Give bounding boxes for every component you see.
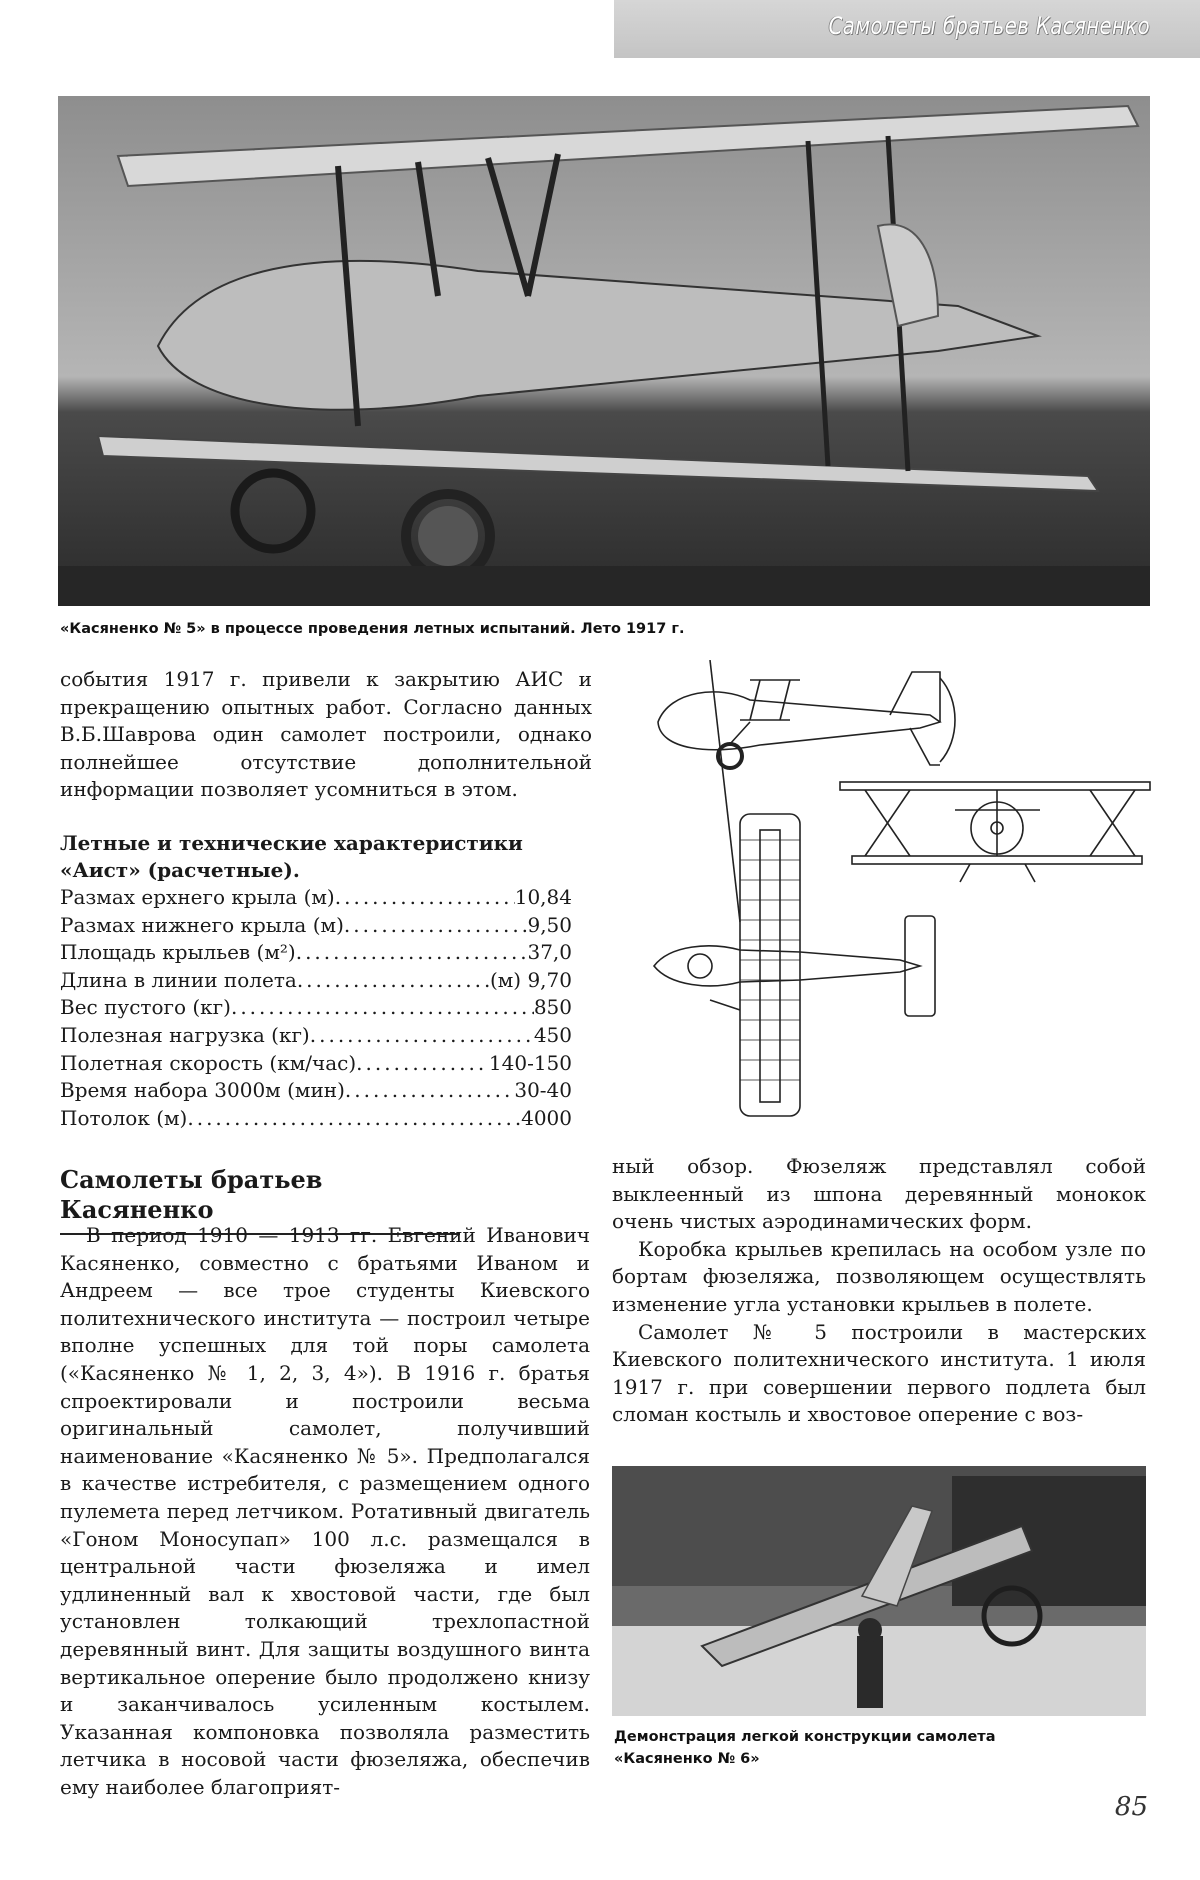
spec-row [60, 1077, 572, 1105]
spec-label: Размах ерхнего крыла (м) [60, 885, 335, 909]
specs-title-line1: Летные и технические характеристики [60, 831, 523, 855]
right-column-text [612, 1153, 1146, 1429]
top-photo [58, 96, 1150, 606]
spec-label: Потолок (м) [60, 1105, 188, 1130]
bottom-caption-line1: Демонстрация легкой конструкции самолета [614, 1729, 996, 1745]
spec-value: 850 [533, 995, 572, 1020]
right-paragraph-3: Самолет № 5 построили в мастерских Киевского политехнического института. 1 июля 1917 г. при совершении первого подлета был сломан костыль и хвостовое оперение с воз- [612, 1319, 1146, 1427]
spec-value: 4000 [521, 1105, 572, 1130]
running-header-title: Самолеты братьев Касяненко [828, 12, 1150, 40]
spec-row [60, 967, 572, 995]
left-column-text [60, 1222, 590, 1801]
aircraft-three-view-drawing [640, 660, 1160, 1130]
spec-label: Полезная нагрузка (кг) [60, 1022, 310, 1047]
spec-value: 450 [533, 1022, 572, 1047]
intro-paragraph-text: события 1917 г. привели к закрытию АИС и прекращению опытных работ. Согласно данных В.Б.Шаврова один самолет построили, однако полнейшее отсутствие дополнительной информации позволяет усомниться в этом. [60, 667, 592, 802]
bottom-photo [612, 1466, 1146, 1716]
page-number: 85 [1114, 1792, 1148, 1822]
spec-value: 9,50 [527, 912, 572, 937]
spec-label: Площадь крыльев (м²) [60, 940, 296, 965]
specs-block [60, 830, 572, 1132]
spec-value: 10,84 [514, 885, 572, 909]
spec-row [60, 939, 572, 967]
bottom-photo-caption [614, 1726, 1148, 1770]
spec-row [60, 994, 572, 1022]
spec-value: (м) 9,70 [489, 967, 572, 992]
spec-row [60, 1022, 572, 1050]
biplane-photo-image [58, 96, 1150, 606]
spec-label: Длина в линии полета [60, 967, 297, 992]
right-paragraph-1: ный обзор. Фюзеляж представлял собой выклеенный из шпона деревянный монокок очень чистых аэродинамических форм. [612, 1154, 1146, 1234]
intro-paragraph [60, 666, 592, 804]
spec-value: 140-150 [488, 1050, 572, 1075]
spec-label: Полетная скорость (км/час) [60, 1050, 357, 1075]
spec-label: Вес пустого (кг) [60, 995, 231, 1020]
left-paragraph: В период 1910 — 1913 гг. Евгений Иванович Касяненко, совместно с братьями Иваном и Андреем — все трое студенты Киевского политехнического института — построил четыре вполне успешных для той поры самолета («Касяненко № 1, 2, 3, 4»). В 1916 г. братья спроектировали и построили весьма оригинальный самолет, получивший наименование «Касяненко № 5». Предполагался в качестве истребителя, с размещением одного пулемета перед летчиком. Ротативный двигатель «Гоном Моносупап» 100 л.с. размещался в центральной части фюзеляжа и имел удлиненный вал к хвостовой части, где был установлен толкающий трехлопастной деревянный винт. Для защиты воздушного винта вертикальное оперение было продолжено книзу и заканчивалось усиленным костылем. Указанная компоновка позволяла разместить летчика в носовой части фюзеляжа, обеспечив ему наиболее благоприят- [60, 1223, 590, 1799]
spec-row [60, 884, 572, 912]
top-photo-caption: «Касяненко № 5» в процессе проведения летных испытаний. Лето 1917 г. [60, 621, 685, 637]
bottom-caption-line2: «Касяненко № 6» [614, 1751, 760, 1767]
spec-value: 37,0 [527, 940, 572, 965]
running-header [614, 0, 1200, 58]
monoplane-photo-image [612, 1466, 1146, 1716]
right-paragraph-2: Коробка крыльев крепилась на особом узле по бортам фюзеляжа, позволяющем осуществлять изменение угла установки крыльев в полете. [612, 1236, 1146, 1316]
spec-row [60, 1050, 572, 1078]
spec-label: Время набора 3000м (мин) [60, 1078, 345, 1103]
spec-row [60, 912, 572, 940]
technical-drawings [640, 660, 1160, 1130]
spec-label: Размах нижнего крыла (м) [60, 912, 344, 937]
specs-title-line2: «Аист» (расчетные). [60, 858, 300, 882]
spec-value: 30-40 [514, 1078, 572, 1103]
section-heading: Самолеты братьев Касяненко [60, 1165, 460, 1235]
spec-row [60, 1105, 572, 1133]
